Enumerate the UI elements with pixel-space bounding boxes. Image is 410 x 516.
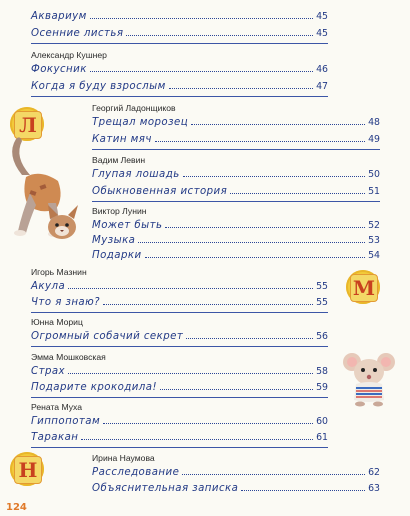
entry-title: Глупая лошадь bbox=[92, 169, 180, 180]
toc-entry bbox=[92, 464, 380, 478]
entry-title: Страх bbox=[31, 366, 66, 377]
toc-entry bbox=[31, 429, 328, 443]
author-name: Ирина Наумова bbox=[92, 453, 155, 463]
dot-leader bbox=[90, 18, 313, 19]
author-name: Вадим Левин bbox=[92, 155, 146, 165]
author-name: Георгий Ладонщиков bbox=[92, 103, 176, 113]
dot-leader bbox=[183, 176, 365, 177]
entry-title: Подарки bbox=[92, 250, 142, 261]
entry-page: 55 bbox=[316, 281, 328, 292]
dot-leader bbox=[230, 193, 365, 194]
toc-entry bbox=[92, 131, 380, 145]
section-divider bbox=[31, 43, 328, 44]
author-name: Эмма Мошковская bbox=[31, 352, 106, 362]
entry-page: 45 bbox=[316, 11, 328, 22]
toc-entry bbox=[92, 247, 380, 261]
entry-page: 53 bbox=[368, 235, 380, 246]
entry-title: Осенние листья bbox=[31, 28, 124, 39]
entry-title: Что я знаю? bbox=[31, 297, 101, 308]
entry-page: 61 bbox=[316, 432, 328, 443]
dot-leader bbox=[90, 71, 313, 72]
entry-page: 63 bbox=[368, 483, 380, 494]
section-divider bbox=[31, 447, 328, 448]
section-divider bbox=[92, 201, 380, 202]
author-name: Рената Муха bbox=[31, 402, 83, 412]
dot-leader bbox=[186, 338, 313, 339]
dot-leader bbox=[68, 288, 313, 289]
entry-title: Гиппопотам bbox=[31, 416, 101, 427]
toc-entry bbox=[31, 363, 328, 377]
entry-page: 45 bbox=[316, 28, 328, 39]
dot-leader bbox=[145, 257, 365, 258]
entry-page: 50 bbox=[368, 169, 380, 180]
dot-leader bbox=[191, 124, 365, 125]
toc-entry bbox=[92, 217, 380, 231]
dot-leader bbox=[169, 88, 313, 89]
toc-entry bbox=[92, 183, 380, 197]
section-divider bbox=[31, 397, 328, 398]
entry-title: Подарите крокодила! bbox=[31, 382, 157, 393]
entry-page: 48 bbox=[368, 117, 380, 128]
author-name: Игорь Мазнин bbox=[31, 267, 87, 277]
toc-entry bbox=[92, 232, 380, 246]
entry-title: Трещал морозец bbox=[92, 117, 189, 128]
letter-badge-n bbox=[10, 452, 44, 486]
toc-entry bbox=[31, 413, 328, 427]
dot-leader bbox=[126, 35, 313, 36]
cat-illustration bbox=[0, 135, 82, 245]
dot-leader bbox=[103, 423, 313, 424]
section-divider bbox=[31, 312, 328, 313]
dot-leader bbox=[68, 373, 313, 374]
toc-entry bbox=[31, 294, 328, 308]
toc-entry bbox=[92, 114, 380, 128]
dot-leader bbox=[160, 389, 313, 390]
entry-page: 47 bbox=[316, 81, 328, 92]
toc-entry bbox=[92, 480, 380, 494]
toc-entry bbox=[31, 328, 328, 342]
entry-page: 46 bbox=[316, 64, 328, 75]
badge-letter: Л bbox=[14, 111, 42, 139]
entry-title: Таракан bbox=[31, 432, 79, 443]
entry-title: Когда я буду взрослым bbox=[31, 81, 166, 92]
page-number: 124 bbox=[6, 502, 27, 513]
dot-leader bbox=[241, 490, 365, 491]
toc-entry bbox=[31, 25, 328, 39]
badge-letter: Н bbox=[14, 456, 42, 484]
entry-page: 56 bbox=[316, 331, 328, 342]
toc-entry bbox=[31, 61, 328, 75]
entry-page: 49 bbox=[368, 134, 380, 145]
entry-title: Катин мяч bbox=[92, 134, 152, 145]
entry-title: Расследование bbox=[92, 467, 180, 478]
entry-page: 58 bbox=[316, 366, 328, 377]
entry-page: 59 bbox=[316, 382, 328, 393]
dot-leader bbox=[155, 141, 365, 142]
author-name: Юнна Мориц bbox=[31, 317, 83, 327]
dot-leader bbox=[165, 227, 365, 228]
entry-page: 52 bbox=[368, 220, 380, 231]
entry-page: 55 bbox=[316, 297, 328, 308]
entry-title: Музыка bbox=[92, 235, 136, 246]
section-divider bbox=[31, 346, 328, 347]
entry-page: 51 bbox=[368, 186, 380, 197]
dot-leader bbox=[103, 304, 313, 305]
section-divider bbox=[31, 96, 328, 97]
dot-leader bbox=[182, 474, 365, 475]
letter-badge-m bbox=[346, 270, 380, 304]
entry-title: Фокусник bbox=[31, 64, 87, 75]
toc-entry bbox=[31, 379, 328, 393]
author-name: Александр Кушнер bbox=[31, 50, 107, 60]
badge-letter: М bbox=[350, 274, 378, 302]
entry-title: Обыкновенная история bbox=[92, 186, 228, 197]
toc-entry bbox=[31, 278, 328, 292]
entry-title: Объяснительная записка bbox=[92, 483, 239, 494]
entry-title: Акула bbox=[31, 281, 66, 292]
author-name: Виктор Лунин bbox=[92, 206, 147, 216]
entry-page: 54 bbox=[368, 250, 380, 261]
mouse-illustration bbox=[340, 348, 398, 408]
dot-leader bbox=[138, 242, 365, 243]
toc-entry bbox=[31, 8, 328, 22]
entry-title: Огромный собачий секрет bbox=[31, 331, 184, 342]
entry-title: Аквариум bbox=[31, 11, 87, 22]
toc-entry bbox=[31, 78, 328, 92]
entry-page: 62 bbox=[368, 467, 380, 478]
section-divider bbox=[92, 149, 380, 150]
entry-title: Может быть bbox=[92, 220, 163, 231]
dot-leader bbox=[81, 439, 313, 440]
entry-page: 60 bbox=[316, 416, 328, 427]
toc-entry bbox=[92, 166, 380, 180]
